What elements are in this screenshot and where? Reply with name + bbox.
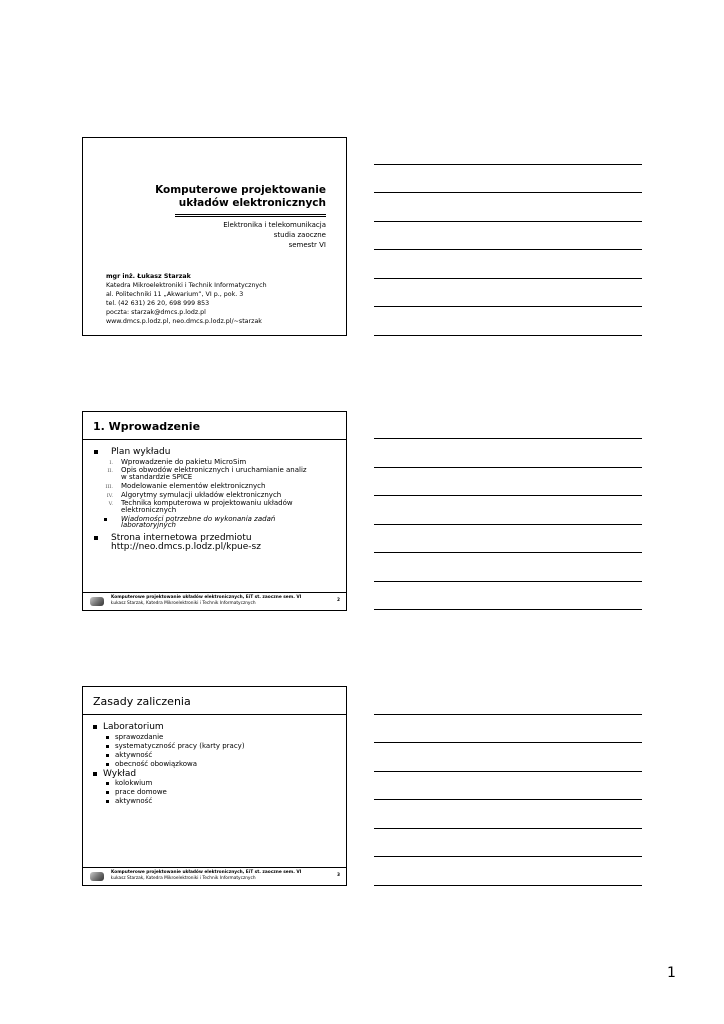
- note-line: [374, 771, 642, 772]
- note-line: [374, 885, 642, 886]
- slide-footer: [83, 592, 346, 610]
- bullet-icon: [104, 518, 107, 521]
- note-line: [374, 221, 642, 222]
- page-number: 1: [667, 965, 676, 981]
- website-url: http://neo.dmcs.p.lodz.pl/kpue-sz: [111, 542, 261, 552]
- note-line: [374, 552, 642, 553]
- footer-course: Komputerowe projektowanie układów elektronicznych, EiT st. zaoczne sem. VI: [111, 870, 302, 875]
- roman-marker: I.: [109, 460, 113, 466]
- list-item: [115, 760, 360, 768]
- university-logo-icon: [90, 872, 104, 881]
- list-item-continuation: w standardzie SPICE: [121, 473, 193, 481]
- title-line-1: Komputerowe projektowanie: [155, 184, 326, 196]
- lecture-item: aktywność: [115, 797, 153, 805]
- roman-marker: IV.: [106, 493, 113, 499]
- note-line: [374, 581, 642, 582]
- list-item: [115, 788, 360, 796]
- slide-footer: [83, 867, 346, 885]
- plan-item-text: Opis obwodów elektronicznych i uruchamianie analiz: [121, 466, 307, 474]
- slide-heading: Zasady zaliczenia: [93, 695, 191, 708]
- list-item: [106, 491, 366, 499]
- note-line: [374, 335, 642, 336]
- author-phone: tel. (42 631) 26 20, 698 999 853: [106, 300, 210, 308]
- plan-item-text: Technika komputerowa w projektowaniu układów: [121, 499, 293, 507]
- note-line: [374, 438, 642, 439]
- roman-marker: III.: [105, 484, 113, 490]
- note-line: [374, 742, 642, 743]
- list-item-continuation: elektronicznych: [121, 506, 177, 514]
- slide-content: [92, 722, 337, 805]
- bullet-icon: [106, 782, 109, 785]
- note-line: [374, 714, 642, 715]
- plan-label: Plan wykładu: [111, 447, 171, 457]
- footer-author: Łukasz Starzak, Katedra Mikroelektroniki i Technik Informatycznych: [111, 601, 256, 606]
- note-line: [374, 524, 642, 525]
- list-item: [115, 733, 360, 741]
- slide-header: [83, 687, 346, 715]
- note-line: [374, 467, 642, 468]
- note-line: [374, 192, 642, 193]
- footer-author: Łukasz Starzak, Katedra Mikroelektroniki i Technik Informatycznych: [111, 876, 256, 881]
- author-department: Katedra Mikroelektroniki i Technik Informatycznych: [106, 282, 267, 290]
- note-line: [374, 278, 642, 279]
- course-field: Elektronika i telekomunikacja: [223, 221, 326, 229]
- list-item: [115, 797, 360, 805]
- title-line-2: układów elektronicznych: [178, 197, 326, 209]
- note-line: [374, 495, 642, 496]
- bullet-icon: [106, 763, 109, 766]
- roman-marker: V.: [108, 501, 113, 507]
- lecture-label: Wykład: [103, 769, 137, 779]
- plan-item-text: Modelowanie elementów elektronicznych: [121, 482, 266, 490]
- bullet-icon: [106, 791, 109, 794]
- slide-rules: [82, 686, 347, 886]
- roman-marker: II.: [107, 468, 113, 474]
- bullet-icon: [93, 725, 97, 729]
- list-item: [115, 779, 360, 787]
- list-item: [115, 751, 360, 759]
- slide-header: [83, 412, 346, 440]
- bullet-icon: [94, 450, 98, 454]
- bullet-icon: [94, 536, 98, 540]
- course-info: [223, 220, 326, 250]
- list-item: [109, 458, 366, 466]
- lab-item: aktywność: [115, 751, 153, 759]
- author-address: al. Politechniki 11 „Akwarium”, VI p., pok. 3: [106, 291, 244, 299]
- slide-title: [82, 137, 347, 336]
- plan-item-text: Algorytmy symulacji układów elektronicznych: [121, 491, 282, 499]
- author-name: mgr inż. Łukasz Starzak: [106, 273, 191, 280]
- slide-heading: 1. Wprowadzenie: [93, 420, 201, 433]
- list-item: [105, 482, 366, 490]
- university-logo-icon: [90, 597, 104, 606]
- note-line: [374, 164, 642, 165]
- title-double-rule: [175, 214, 326, 217]
- plan-item-text: Wprowadzenie do pakietu MicroSim: [121, 458, 247, 466]
- slide-number: 3: [337, 873, 340, 878]
- bullet-icon: [93, 772, 97, 776]
- note-line: [374, 799, 642, 800]
- list-item: [103, 722, 348, 732]
- author-block: [106, 272, 267, 327]
- note-line: [374, 856, 642, 857]
- note-line: [374, 609, 642, 610]
- website-label: Strona internetowa przedmiotu: [111, 533, 252, 543]
- lab-item: sprawozdanie: [115, 733, 164, 741]
- slide-number: 2: [337, 598, 340, 603]
- list-item: [103, 769, 348, 779]
- slide-title-heading: [155, 184, 326, 210]
- lab-label: Laboratorium: [103, 722, 164, 732]
- note-line: [374, 249, 642, 250]
- lecture-item: kolokwium: [115, 779, 153, 787]
- course-semester: semestr VI: [288, 241, 326, 249]
- list-item: [115, 742, 360, 750]
- note-line: [374, 306, 642, 307]
- note-line: [374, 828, 642, 829]
- author-email: poczta: starzak@dmcs.p.lodz.pl: [106, 309, 206, 317]
- bullet-icon: [106, 736, 109, 739]
- author-www: www.dmcs.p.lodz.pl, neo.dmcs.p.lodz.pl/~starzak: [106, 318, 262, 326]
- slide-introduction: [82, 411, 347, 611]
- bullet-icon: [106, 754, 109, 757]
- lab-item: obecność obowiązkowa: [115, 760, 198, 768]
- list-item-continuation: laboratoryjnych: [121, 521, 176, 529]
- bullet-icon: [106, 745, 109, 748]
- note-text: Wiadomości potrzebne do wykonania zadań: [121, 515, 276, 523]
- lab-item: systematyczność pracy (karty pracy): [115, 742, 245, 750]
- bullet-icon: [106, 800, 109, 803]
- slide-content: [92, 447, 337, 552]
- footer-course: Komputerowe projektowanie układów elektronicznych, EiT st. zaoczne sem. VI: [111, 595, 302, 600]
- list-item: [111, 447, 356, 457]
- lecture-item: prace domowe: [115, 788, 167, 796]
- course-mode: studia zaoczne: [273, 231, 326, 239]
